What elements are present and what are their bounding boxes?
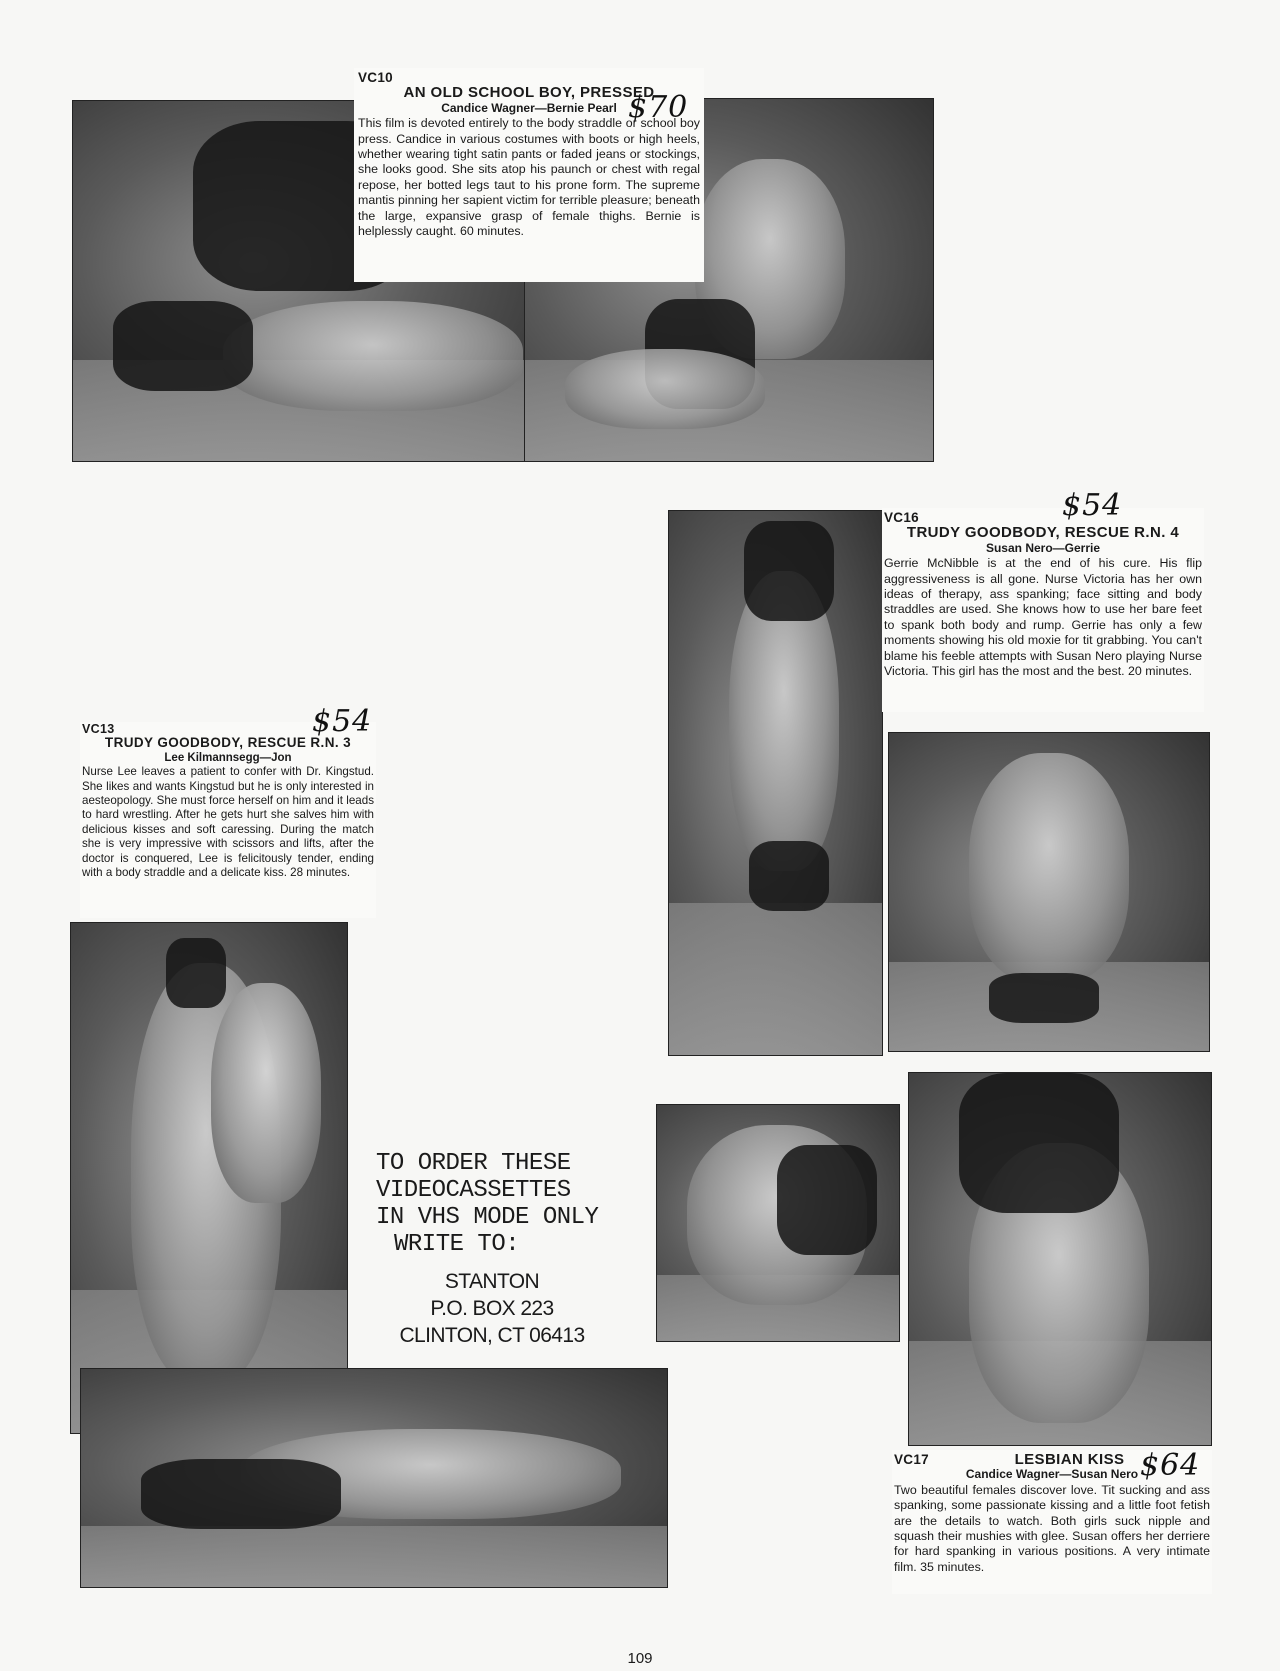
page-number: 109 [627, 1650, 653, 1667]
order-po-box: P.O. BOX 223 [430, 1297, 554, 1320]
vc13-description: Nurse Lee leaves a patient to confer with Dr. Kingstud. She likes and wants Kingstud but he is only interested in aesteopology. She must force herself on him and it leads to hard wrestling. After he gets hurt she salves him with delicious kisses and soft caressing. During the match she is very impressive with scissors and lifts, after the doctor is conquered, Lee is felicitously tender, ending with a body straddle and a delicate kiss. 28 minutes. [82, 765, 374, 880]
order-line-1: TO ORDER THESE [376, 1150, 571, 1177]
vc10-price: $70 [628, 90, 689, 125]
vc13-code: VC13 [82, 722, 115, 736]
order-line-4: WRITE TO: [394, 1231, 520, 1258]
vc16-cast: Susan Nero—Gerrie [985, 540, 1101, 555]
order-instructions [372, 1150, 612, 1349]
order-name: STANTON [444, 1270, 540, 1293]
vc13-price: $54 [312, 704, 373, 739]
order-city: CLINTON, CT 06413 [399, 1324, 585, 1347]
vc16-code: VC16 [884, 510, 919, 525]
vc16-price: $54 [1062, 488, 1123, 523]
vc17-cast: Candice Wagner—Susan Nero [965, 1467, 1139, 1482]
vc16-description: Gerrie McNibble is at the end of his cure. His flip aggressiveness is all gone. Nurse Victoria has her own ideas of therapy, ass spanking; face sitting and body straddles are used. She knows how to use her bare feet to spank both body and rump. Gerrie has only a few moments showing his old moxie for tit grabbing. You can't blame his feeble attempts with Susan Nero playing Nurse Victoria. This girl has the most and the best. 20 minutes. [884, 556, 1202, 679]
vc10-cast: Candice Wagner—Bernie Pearl [441, 100, 617, 115]
vc10-title: AN OLD SCHOOL BOY, PRESSED [403, 84, 655, 102]
vc13-photo-bottom [80, 1368, 668, 1588]
vc17-title: LESBIAN KISS [1014, 1451, 1125, 1468]
order-line-2: VIDEOCASSETTES [376, 1177, 571, 1204]
vc10-code: VC10 [358, 70, 393, 85]
vc16-photo-left [668, 510, 883, 1056]
vc17-description: Two beautiful females discover love. Tit sucking and ass spanking, some passionate kissing and a little foot fetish are the details to watch. Both girls suck nipple and squash their mushies with glee. Susan offers her derriere for hard spanking in various positions. A very intimate film. 35 minutes. [894, 1482, 1210, 1574]
vc17-photo-left [656, 1104, 900, 1342]
vc16-description-panel [882, 508, 1204, 712]
vc17-code: VC17 [894, 1452, 929, 1467]
vc17-price: $64 [1140, 1448, 1201, 1483]
vc13-photo-top [70, 922, 348, 1434]
vc17-photo-right [908, 1072, 1212, 1446]
vc13-title: TRUDY GOODBODY, RESCUE R.N. 3 [104, 735, 352, 751]
order-line-3: IN VHS MODE ONLY [376, 1204, 599, 1231]
vc13-description-panel [80, 722, 376, 918]
vc13-cast: Lee Kilmannsegg—Jon [164, 751, 292, 764]
vc10-description: This film is devoted entirely to the body straddle or school boy press. Candice in various costumes with boots or high heels, whether wearing tight satin pants or faded jeans or stockings, she looks good. She sits atop his paunch or chest with regal repose, her botted legs taut to his prone form. The supreme mantis pinning her sapient victim for terrible pleasure; beneath the large, expansive grasp of female thighs. Bernie is helplessly caught. 60 minutes. [358, 116, 700, 239]
vc16-photo-right [888, 732, 1210, 1052]
vc16-title: TRUDY GOODBODY, RESCUE R.N. 4 [906, 524, 1180, 542]
